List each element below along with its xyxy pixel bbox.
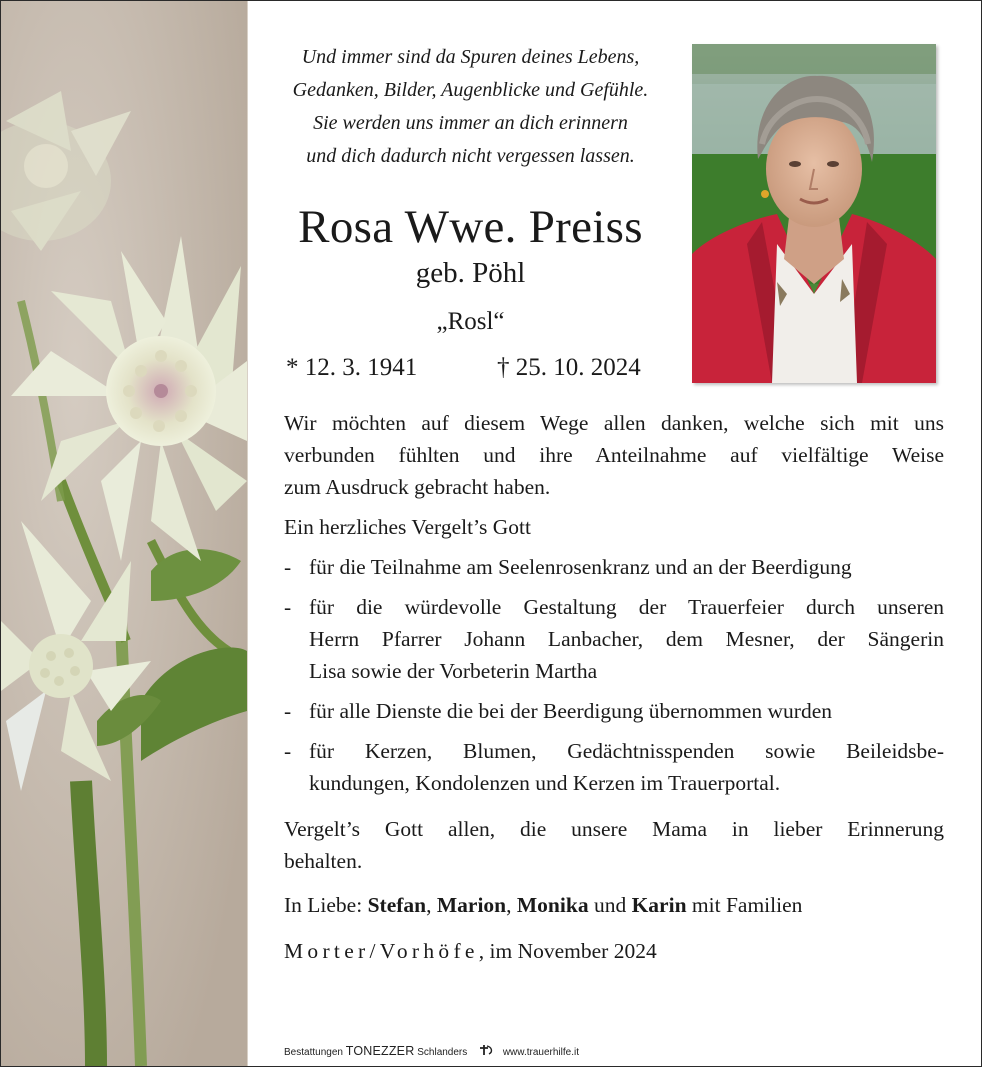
cross-logo-icon	[478, 1044, 494, 1061]
poem	[263, 41, 678, 173]
closing-line: Vergelt’s Gott allen, die unsere Mama in lieber Erinnerung	[284, 817, 944, 841]
family-name: Karin	[631, 893, 687, 917]
footer-prefix: Bestattungen	[284, 1047, 343, 1059]
deceased-name: Rosa Wwe. Preiss	[298, 201, 643, 253]
place-date-line	[284, 935, 944, 967]
list-item-line: für Kerzen, Blumen, Gedächtnisspenden sowie Beileidsbe-	[309, 739, 944, 763]
funeral-home-name: TONEZZER	[345, 1044, 415, 1059]
signature-prefix: In Liebe:	[284, 893, 368, 917]
footer-url: www.trauerhilfe.it	[502, 1047, 579, 1059]
list-item-line: für die Teilnahme am Seelenrosenkranz und an der Beerdigung	[309, 555, 852, 579]
list-dash: -	[284, 595, 292, 619]
intro-line: verbunden fühlten und ihre Anteilnahme auf vielfältige Weise	[284, 443, 944, 467]
signature-line	[284, 889, 944, 921]
closing-line: behalten.	[284, 849, 363, 873]
death-date: † 25. 10. 2024	[497, 354, 641, 381]
signature-suffix: mit Familien	[686, 893, 803, 917]
list-item	[284, 551, 944, 583]
portrait-photo	[692, 44, 936, 383]
birth-name: geb. Pöhl	[415, 257, 526, 289]
list-dash: -	[284, 699, 292, 723]
list-dash: -	[284, 739, 292, 763]
intro-line: Wir möchten auf diesem Wege allen danken, welche sich mit uns	[284, 411, 944, 435]
list-dash: -	[284, 555, 292, 579]
poem-line: und dich dadurch nicht vergessen lassen.	[306, 145, 635, 167]
thanks-heading: Ein herzliches Vergelt’s Gott	[284, 515, 531, 539]
intro-line: zum Ausdruck gebracht haben.	[284, 475, 551, 499]
poem-line: Und immer sind da Spuren deines Lebens,	[301, 46, 640, 68]
list-item	[284, 735, 944, 799]
family-name: Stefan	[367, 893, 427, 917]
separator: und	[588, 893, 632, 917]
list-item-line: Lisa sowie der Vorbeterin Martha	[309, 659, 598, 683]
list-item-line: für alle Dienste die bei der Beerdigung übernommen wurden	[309, 699, 832, 723]
poem-line: Gedanken, Bilder, Augenblicke und Gefühle.	[292, 79, 649, 101]
footer-town: Schlanders	[417, 1047, 468, 1059]
place-name: Morter/Vorhöfe	[284, 939, 479, 963]
list-item	[284, 591, 944, 687]
separator: ,	[506, 893, 517, 917]
portrait-illustration	[692, 44, 936, 383]
list-item	[284, 695, 944, 727]
footer	[284, 1044, 579, 1061]
flower-illustration	[1, 1, 247, 1066]
family-name: Monika	[516, 893, 589, 917]
family-name: Marion	[436, 893, 507, 917]
birth-date: * 12. 3. 1941	[286, 354, 418, 381]
list-item-line: kundungen, Kondolenzen und Kerzen im Trauerportal.	[309, 771, 781, 795]
separator: ,	[426, 893, 437, 917]
thank-you-text	[284, 407, 944, 967]
poem-line: Sie werden uns immer an dich erinnern	[313, 112, 628, 134]
floral-panel	[1, 1, 248, 1066]
intro-paragraph	[284, 407, 944, 503]
nickname: „Rosl“	[436, 308, 505, 335]
date-text: , im November 2024	[478, 939, 657, 963]
list-item-line: Herrn Pfarrer Johann Lanbacher, dem Mesner, der Sängerin	[309, 627, 944, 651]
list-item-line: für die würdevolle Gestaltung der Trauerfeier durch unseren	[309, 595, 944, 619]
closing-paragraph	[284, 813, 944, 877]
